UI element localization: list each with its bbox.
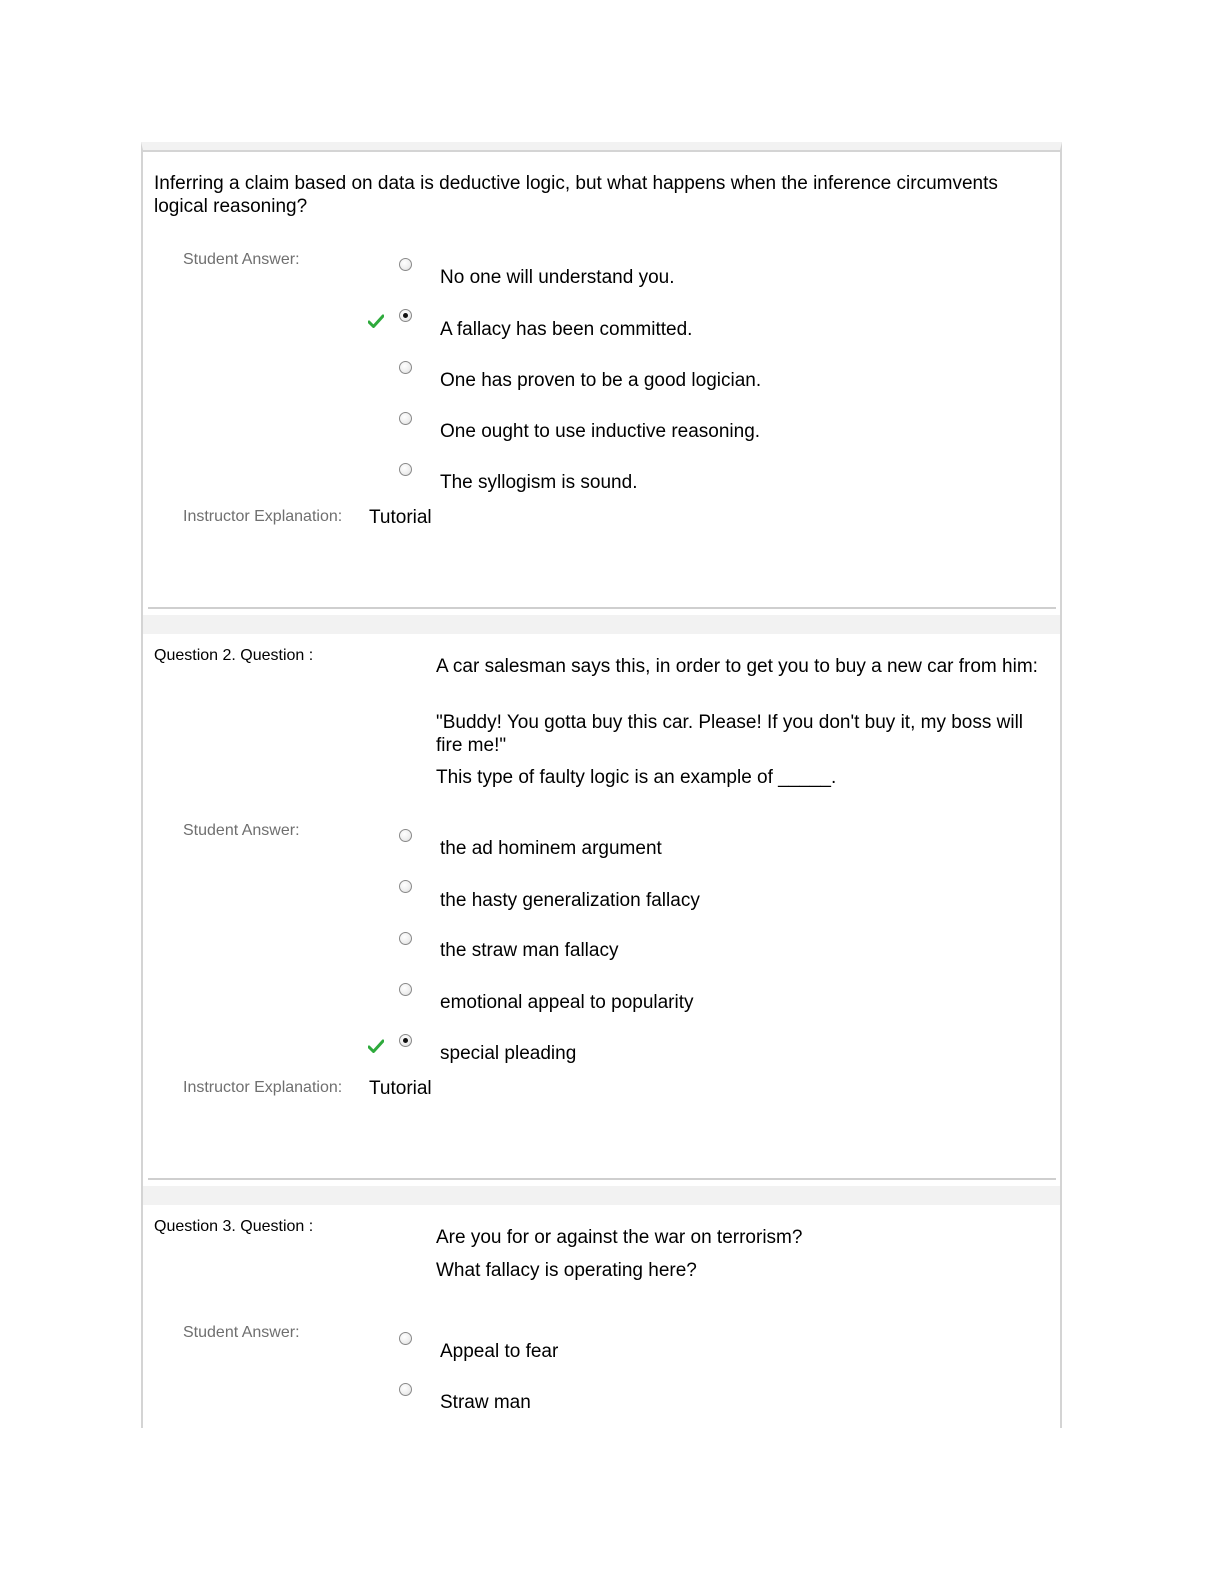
student-answer-label: Student Answer: <box>183 251 300 268</box>
radio-option[interactable] <box>399 983 412 996</box>
answer-option: Straw man <box>440 1392 531 1413</box>
correct-check-icon <box>368 314 384 328</box>
question-3-label: Question 3. Question : <box>154 1218 314 1235</box>
answer-option: special pleading <box>440 1043 577 1064</box>
answer-option: No one will understand you. <box>440 267 675 288</box>
student-answer-label: Student Answer: <box>183 1324 300 1341</box>
radio-option[interactable] <box>399 932 412 945</box>
answer-option: One has proven to be a good logician. <box>440 370 762 391</box>
question-2-text-line-1: A car salesman says this, in order to get you to buy a new car from him: <box>436 656 1038 677</box>
answer-option: the straw man fallacy <box>440 940 619 961</box>
instructor-explanation: Tutorial <box>369 1078 432 1099</box>
radio-option[interactable] <box>399 258 412 271</box>
question-3-text-line-1: Are you for or against the war on terrorism? <box>436 1227 803 1248</box>
answer-option: the hasty generalization fallacy <box>440 890 700 911</box>
question-divider <box>148 607 1056 609</box>
radio-option-selected[interactable] <box>399 1034 412 1047</box>
question-2-text-line-2: "Buddy! You gotta buy this car. Please! If you don't buy it, my boss will fire me!" <box>436 712 1024 756</box>
answer-option: Appeal to fear <box>440 1341 559 1362</box>
instructor-explanation-label: Instructor Explanation: <box>183 1079 343 1096</box>
question-divider <box>148 1178 1056 1180</box>
radio-option[interactable] <box>399 361 412 374</box>
question-1-text: Inferring a claim based on data is deductive logic, but what happens when the inference circumvents logical reasoning? <box>154 173 998 217</box>
radio-option[interactable] <box>399 1383 412 1396</box>
question-header-band <box>143 615 1060 634</box>
radio-option[interactable] <box>399 829 412 842</box>
radio-option[interactable] <box>399 1332 412 1345</box>
radio-option[interactable] <box>399 880 412 893</box>
instructor-explanation-label: Instructor Explanation: <box>183 508 343 525</box>
answer-option: The syllogism is sound. <box>440 472 638 493</box>
question-2-label: Question 2. Question : <box>154 647 314 664</box>
answer-option: emotional appeal to popularity <box>440 992 694 1013</box>
question-2-text-line-3: This type of faulty logic is an example of _____. <box>436 767 837 788</box>
question-3-text-line-2: What fallacy is operating here? <box>436 1260 697 1281</box>
radio-option[interactable] <box>399 412 412 425</box>
answer-option: the ad hominem argument <box>440 838 662 859</box>
radio-option[interactable] <box>399 463 412 476</box>
correct-check-icon <box>368 1039 384 1053</box>
answer-option: One ought to use inductive reasoning. <box>440 421 761 442</box>
question-header-band <box>143 1186 1060 1205</box>
instructor-explanation: Tutorial <box>369 507 432 528</box>
answer-option: A fallacy has been committed. <box>440 319 693 340</box>
radio-option-selected[interactable] <box>399 309 412 322</box>
student-answer-label: Student Answer: <box>183 822 300 839</box>
